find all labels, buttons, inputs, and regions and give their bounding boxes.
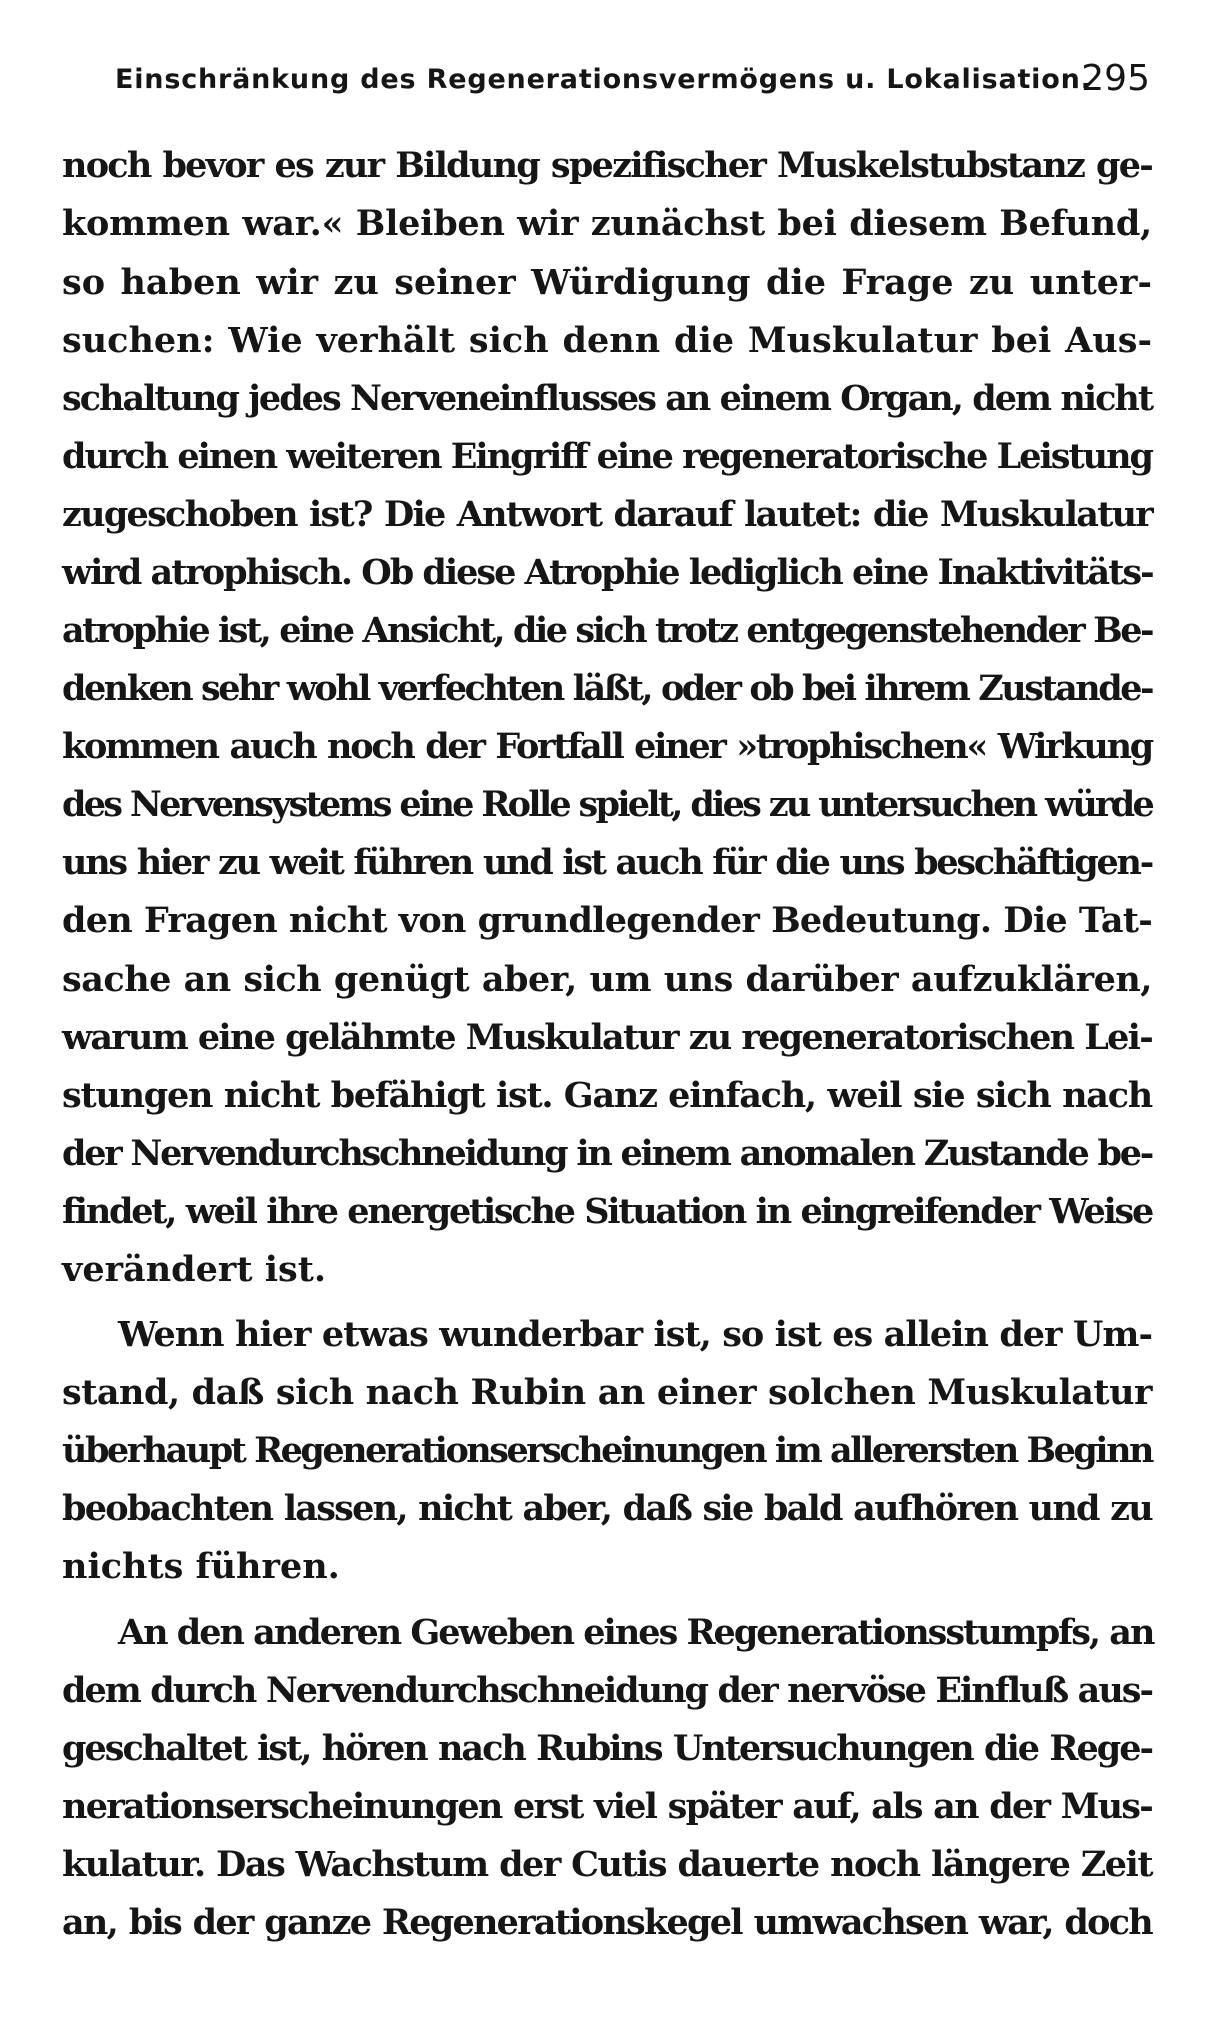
text-line: warum eine gelähmte Muskulatur zu regeneratorischen Lei- <box>62 1017 1152 1058</box>
text-line: des Nervensystems eine Rolle spielt, dies zu untersuchen würde <box>62 784 1152 825</box>
text-line: der Nervendurchschneidung in einem anomalen Zustande be- <box>62 1133 1152 1174</box>
text-line: An den anderen Geweben eines Regenerationsstumpfs, an <box>118 1612 1154 1653</box>
text-line: zugeschoben ist? Die Antwort darauf lautet: die Muskulatur <box>62 494 1152 535</box>
text-line: kommen auch noch der Fortfall einer »trophischen« Wirkung <box>62 726 1152 767</box>
text-line: suchen: Wie verhält sich denn die Muskulatur bei Aus- <box>62 320 1152 361</box>
text-line: an, bis der ganze Regenerationskegel umwachsen war, doch <box>62 1902 1152 1943</box>
text-line: nerationserscheinungen erst viel später auf, als an der Mus- <box>62 1786 1152 1827</box>
text-line: durch einen weiteren Eingriff eine regeneratorische Leistung <box>62 436 1152 477</box>
page-number: 295 <box>1081 58 1150 99</box>
running-title: Einschränkung des Regenerationsvermögens u. Lokalisation. <box>115 64 1092 95</box>
text-line: geschaltet ist, hören nach Rubins Untersuchungen die Rege- <box>62 1728 1152 1769</box>
text-line: atrophie ist, eine Ansicht, die sich trotz entgegenstehender Be- <box>62 610 1152 651</box>
text-line: noch bevor es zur Bildung spezifischer Muskelstubstanz ge- <box>62 145 1152 186</box>
text-line: stungen nicht befähigt ist. Ganz einfach, weil sie sich nach <box>62 1075 1152 1116</box>
text-line: überhaupt Regenerationserscheinungen im allerersten Beginn <box>62 1430 1152 1471</box>
text-line: verändert ist. <box>62 1249 327 1290</box>
text-line: denken sehr wohl verfechten läßt, oder ob bei ihrem Zustande- <box>62 668 1152 709</box>
text-line: kulatur. Das Wachstum der Cutis dauerte noch längere Zeit <box>62 1844 1152 1885</box>
text-line: wird atrophisch. Ob diese Atrophie lediglich eine Inaktivitäts- <box>62 552 1153 593</box>
text-line: beobachten lassen, nicht aber, daß sie bald aufhören und zu <box>62 1488 1152 1529</box>
text-line: den Fragen nicht von grundlegender Bedeutung. Die Tat- <box>62 900 1152 941</box>
running-head <box>115 58 1150 110</box>
text-line: kommen war.« Bleiben wir zunächst bei diesem Befund, <box>62 203 1152 244</box>
text-line: schaltung jedes Nerveneinflusses an einem Organ, dem nicht <box>62 378 1152 419</box>
text-line: nichts führen. <box>62 1546 340 1587</box>
text-line: sache an sich genügt aber, um uns darüber aufzuklären, <box>62 959 1152 1000</box>
text-line: so haben wir zu seiner Würdigung die Frage zu unter- <box>62 262 1152 303</box>
text-line: stand, daß sich nach Rubin an einer solchen Muskulatur <box>62 1372 1152 1413</box>
text-line: dem durch Nervendurchschneidung der nervöse Einfluß aus- <box>62 1670 1152 1711</box>
text-line: Wenn hier etwas wunderbar ist, so ist es allein der Um- <box>118 1314 1152 1355</box>
text-line: uns hier zu weit führen und ist auch für die uns beschäftigen- <box>62 842 1152 883</box>
text-line: findet, weil ihre energetische Situation in eingreifender Weise <box>62 1191 1152 1232</box>
